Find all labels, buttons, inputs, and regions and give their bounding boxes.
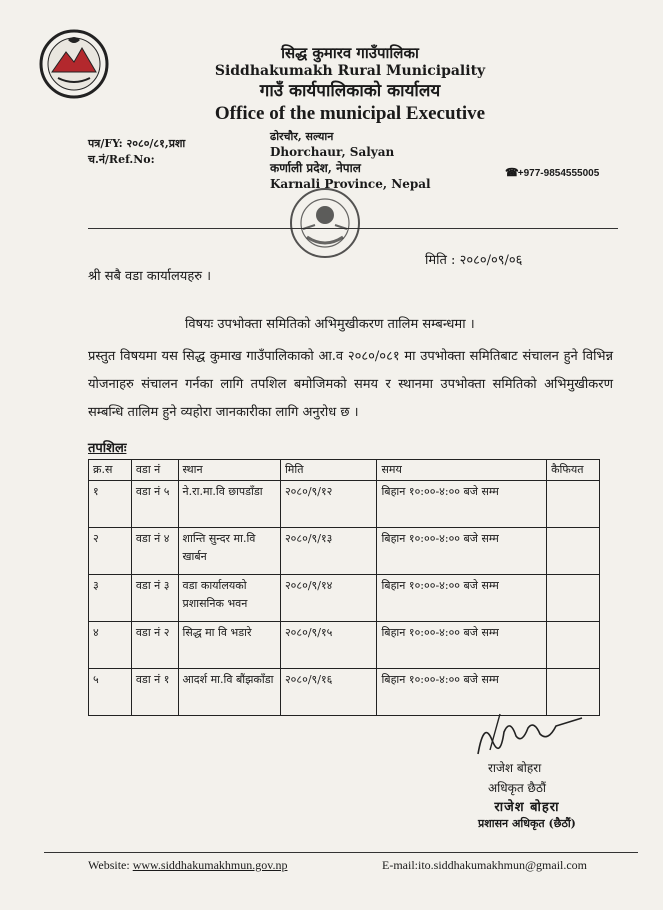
municipality-name-np: सिद्ध कुमारव गाउँपालिका bbox=[281, 44, 419, 62]
letterhead bbox=[150, 44, 550, 126]
schedule-table bbox=[88, 459, 600, 716]
cell-ward: वडा नं ३ bbox=[131, 575, 178, 622]
signatory-title: अधिकृत छैठौं bbox=[488, 781, 547, 795]
phone-icon: ☎ bbox=[505, 167, 519, 179]
cell-sn: ३ bbox=[89, 575, 132, 622]
col-ward: वडा नं bbox=[131, 460, 178, 481]
cell-time: बिहान १०:००-४:०० बजे सम्म bbox=[377, 622, 547, 669]
table-row bbox=[89, 622, 600, 669]
cell-sn: ४ bbox=[89, 622, 132, 669]
table-row bbox=[89, 669, 600, 716]
cell-ward: वडा नं ५ bbox=[131, 481, 178, 528]
cell-sn: ५ bbox=[89, 669, 132, 716]
letter-date: मिति : २०८०/०९/०६ bbox=[425, 253, 523, 268]
cell-time: बिहान १०:००-४:०० बजे सम्म bbox=[377, 528, 547, 575]
cell-ward: वडा नं १ bbox=[131, 669, 178, 716]
table-row bbox=[89, 575, 600, 622]
address-np: ढोरचौर, सल्यान bbox=[270, 130, 334, 143]
cell-remark bbox=[547, 575, 600, 622]
letter-body: प्रस्तुत विषयमा यस सिद्ध कुमाख गाउँपालिकाको आ.व २०८०/०८१ मा उपभोक्ता समितिबाट संचालन हुने विभिन्न योजनाहरु संचालन गर्नका लागि तपशिल बमोजिमको समय र स्थानमा उपभोक्ता समितिको अभिमुखीकरण सम्बन्धि तालिम हुने व्यहोरा जानकारीका लागि अनुरोध छ । bbox=[88, 349, 613, 420]
cell-date: २०८०/९/१३ bbox=[280, 528, 377, 575]
cell-date: २०८०/९/१६ bbox=[280, 669, 377, 716]
table-header-row bbox=[89, 460, 600, 481]
cell-time: बिहान १०:००-४:०० बजे सम्म bbox=[377, 575, 547, 622]
website-link[interactable]: www.siddhakumakhmun.gov.np bbox=[132, 858, 288, 872]
footer-email[interactable]: E-mail:ito.siddhakumakhmun@gmail.com bbox=[382, 858, 588, 872]
cell-date: २०८०/९/१२ bbox=[280, 481, 377, 528]
province-en: Karnali Province, Nepal bbox=[270, 177, 431, 191]
col-remark: कैफियत bbox=[547, 460, 600, 481]
municipality-name-en: Siddhakumakh Rural Municipality bbox=[214, 63, 486, 79]
cell-date: २०८०/९/१४ bbox=[280, 575, 377, 622]
nepal-emblem-logo bbox=[38, 28, 110, 100]
province-np: कर्णाली प्रदेश, नेपाल bbox=[270, 161, 361, 175]
letter-recipient: श्री सबै वडा कार्यालयहरु । bbox=[88, 269, 212, 284]
cell-place: वडा कार्यालयको प्रशासनिक भवन bbox=[178, 575, 280, 622]
stamp-name: राजेश बोहरा bbox=[494, 800, 560, 815]
office-seal-stamp bbox=[285, 183, 365, 263]
signatory-block bbox=[488, 758, 546, 798]
office-name-np: गाउँ कार्यपालिकाको कार्यालय bbox=[259, 81, 441, 101]
cell-remark bbox=[547, 481, 600, 528]
cell-time: बिहान १०:००-४:०० बजे सम्म bbox=[377, 669, 547, 716]
cell-place: शान्ति सुन्दर मा.वि खार्बन bbox=[178, 528, 280, 575]
cell-remark bbox=[547, 669, 600, 716]
ref-number: च.नं/Ref.No: bbox=[88, 153, 155, 166]
col-place: स्थान bbox=[178, 460, 280, 481]
cell-sn: १ bbox=[89, 481, 132, 528]
cell-ward: वडा नं २ bbox=[131, 622, 178, 669]
reference-block bbox=[88, 136, 185, 168]
website-label: Website: bbox=[88, 858, 130, 872]
cell-sn: २ bbox=[89, 528, 132, 575]
signatory-stamp bbox=[478, 800, 576, 832]
ref-fiscal-year: पत्र/FY: २०८०/८१,प्रशा bbox=[88, 137, 186, 150]
cell-remark bbox=[547, 528, 600, 575]
office-name-en: Office of the municipal Executive bbox=[214, 103, 486, 124]
cell-place: ने.रा.मा.वि छापडाँडा bbox=[178, 481, 280, 528]
footer-website bbox=[88, 858, 287, 873]
cell-place: सिद्ध मा वि भडारे bbox=[178, 622, 280, 669]
footer-divider bbox=[44, 852, 638, 853]
handwritten-signature bbox=[470, 710, 590, 760]
stamp-title: प्रशासन अधिकृत (छैठौं) bbox=[478, 817, 576, 830]
cell-date: २०८०/९/१५ bbox=[280, 622, 377, 669]
cell-time: बिहान १०:००-४:०० बजे सम्म bbox=[377, 481, 547, 528]
letter-subject: विषयः उपभोक्ता समितिको अभिमुखीकरण तालिम सम्बन्धमा । bbox=[185, 317, 475, 332]
col-date: मिति bbox=[280, 460, 377, 481]
cell-place: आदर्श मा.वि बौंझकाँडा bbox=[178, 669, 280, 716]
address-en: Dhorchaur, Salyan bbox=[270, 145, 395, 159]
table-row bbox=[89, 528, 600, 575]
phone-number: +977-9854555005 bbox=[517, 168, 600, 179]
schedule-label: तपशिलः bbox=[88, 441, 127, 456]
cell-ward: वडा नं ४ bbox=[131, 528, 178, 575]
col-time: समय bbox=[377, 460, 547, 481]
signatory-name: राजेश बोहरा bbox=[488, 761, 542, 775]
table-row bbox=[89, 481, 600, 528]
col-sn: क्र.स bbox=[89, 460, 132, 481]
phone-contact bbox=[505, 166, 599, 179]
cell-remark bbox=[547, 622, 600, 669]
